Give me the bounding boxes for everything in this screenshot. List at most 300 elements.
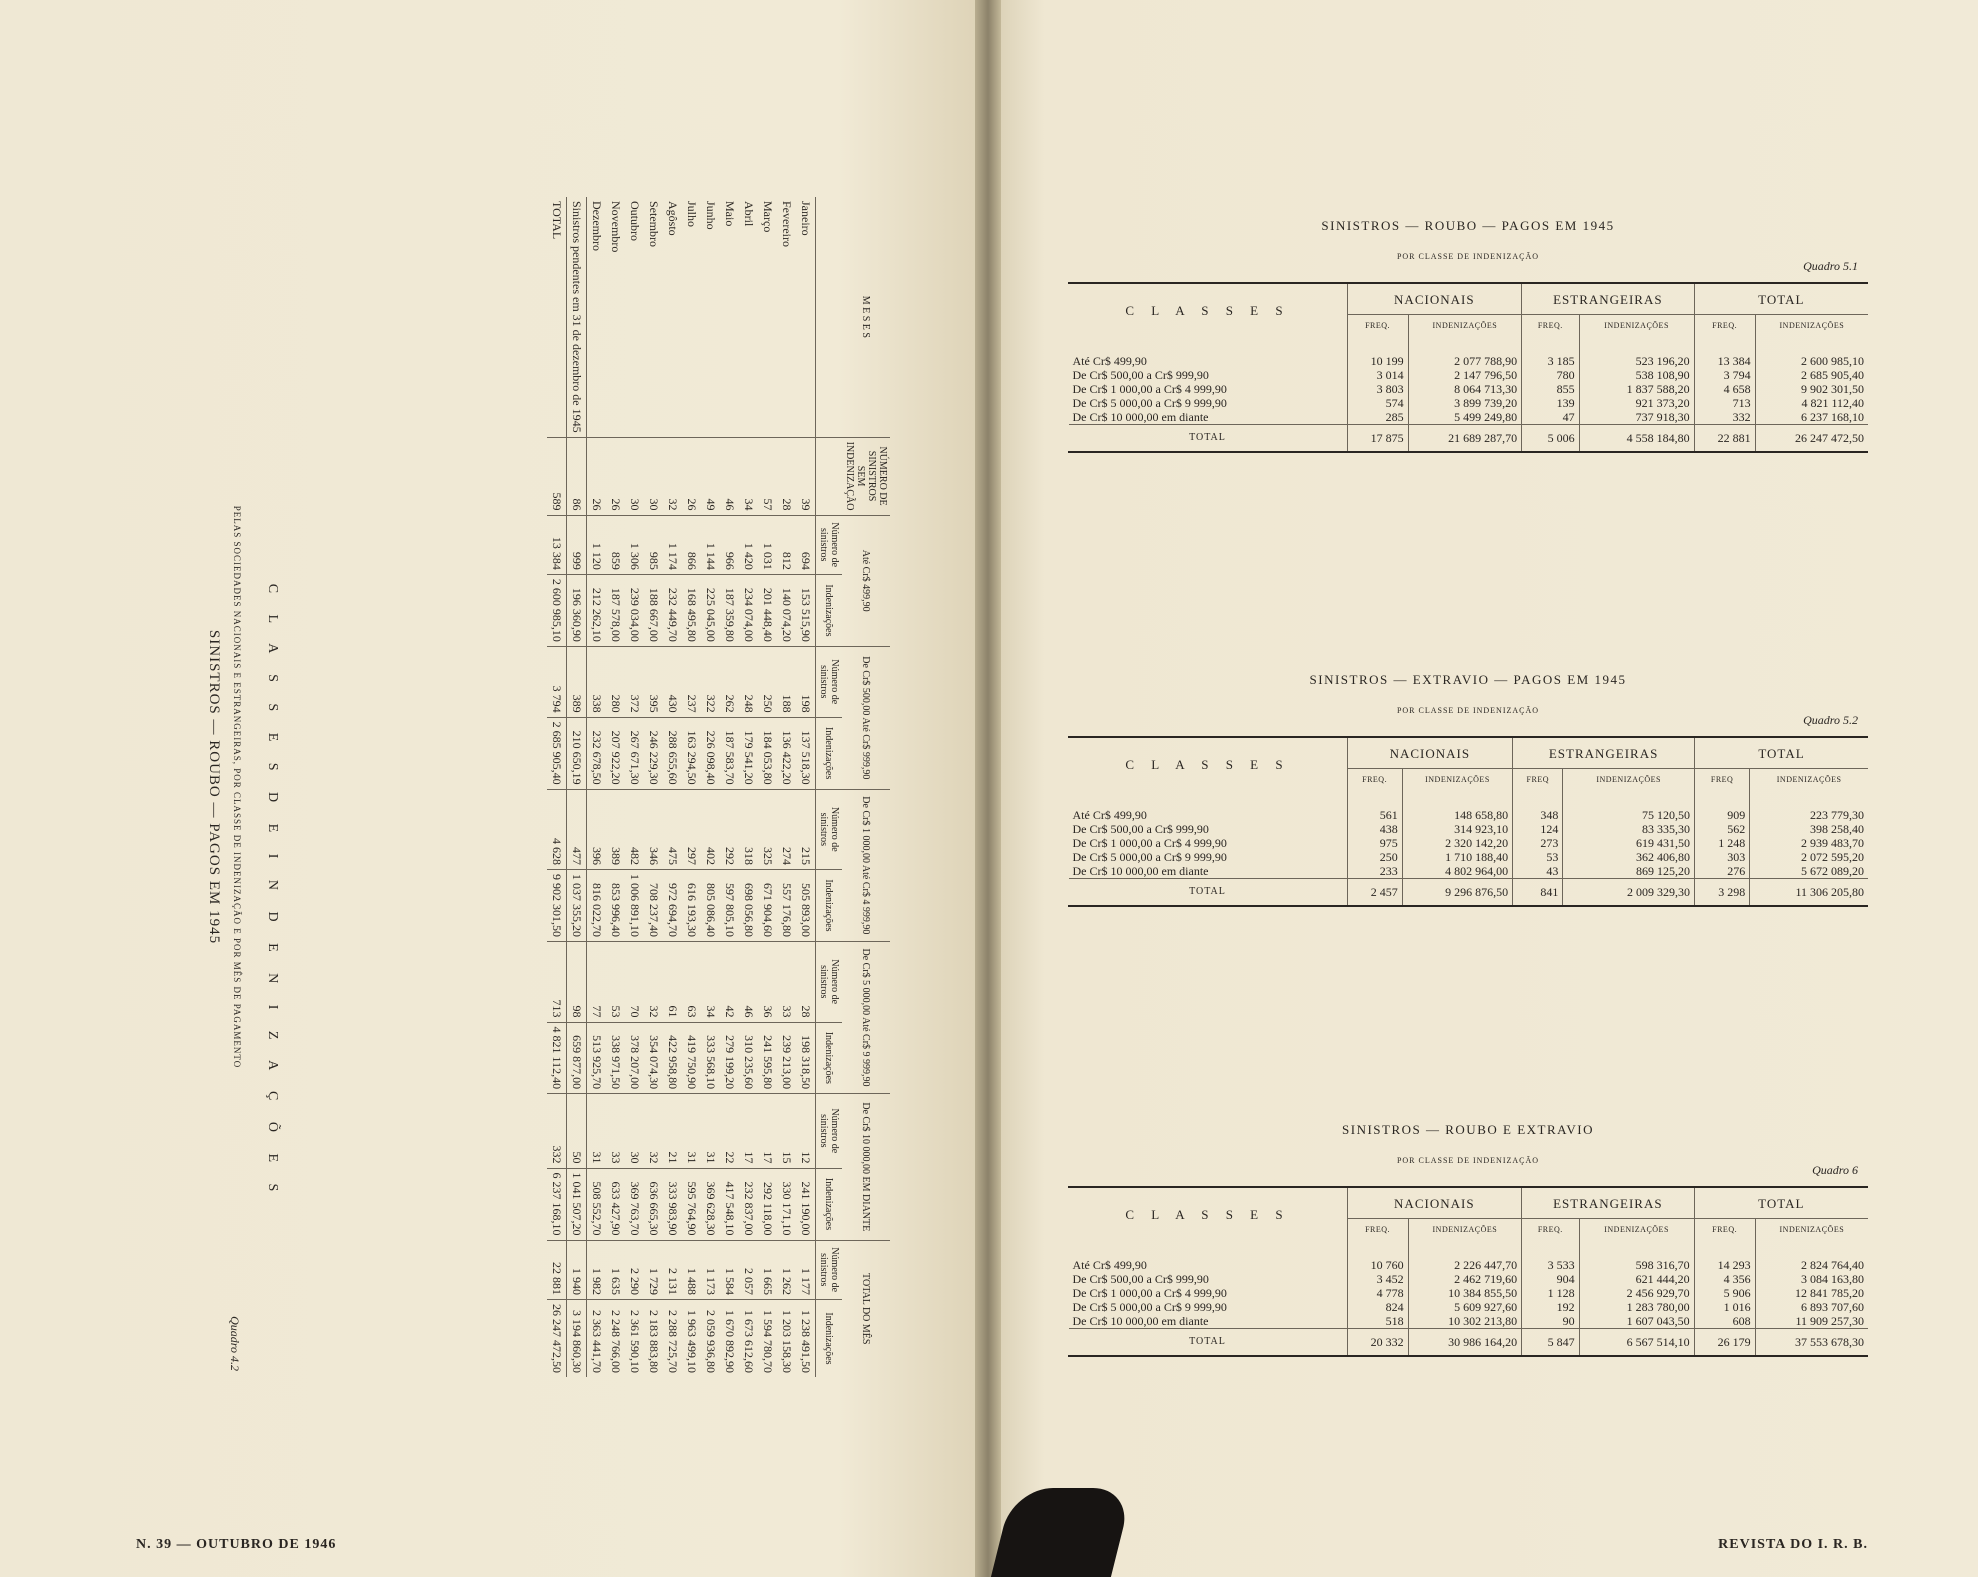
- table-cell: 140 074,20: [777, 574, 796, 646]
- table-cell: 2 290: [625, 1240, 644, 1299]
- table-cell: 398 258,40: [1750, 822, 1868, 836]
- table-cell: 338 971,50: [606, 1022, 625, 1094]
- sem-indenizacao-cell: 28: [777, 437, 796, 515]
- table-cell: 248: [739, 646, 758, 717]
- table-cell: 3 194 860,30: [567, 1299, 587, 1377]
- sub-indenizacoes: Indenizações: [816, 1168, 843, 1240]
- table-cell: 2 131: [663, 1240, 682, 1299]
- classes-header: C L A S S E S: [1125, 757, 1290, 772]
- table-cell: 33: [777, 941, 796, 1022]
- table-cell: 226 098,40: [701, 717, 720, 789]
- table-cell: 2 361 590,10: [625, 1299, 644, 1377]
- table-cell: 36: [758, 941, 777, 1022]
- classes-header: C L A S S E S: [1125, 1207, 1290, 1222]
- sem-indenizacao-cell: 32: [663, 437, 682, 515]
- table-cell: 780: [1522, 368, 1579, 382]
- table-cell: 10 760: [1347, 1240, 1408, 1272]
- group-10000-diante: De Cr$ 10 000,00 EM DIANTE: [842, 1094, 890, 1240]
- table-cell: 3 803: [1347, 382, 1408, 396]
- table-cell: 139: [1522, 396, 1579, 410]
- table-cell: 77: [587, 941, 607, 1022]
- table-cell: 2 226 447,70: [1408, 1240, 1522, 1272]
- table-cell: 322: [701, 646, 720, 717]
- table-cell: 26 247 472,50: [547, 1299, 567, 1377]
- table-row: [739, 197, 758, 1377]
- col-meses: M E S E S: [860, 295, 872, 338]
- table-cell: 201 448,40: [758, 574, 777, 646]
- table-cell: 505 893,00: [796, 869, 816, 941]
- table-row: [758, 197, 777, 1377]
- sub-header: FREQ.: [1347, 315, 1408, 337]
- table-cell: 972 694,70: [663, 869, 682, 941]
- table-cell: 232 837,00: [739, 1168, 758, 1240]
- month-label: Sinistros pendentes em 31 de dezembro de 1945: [567, 197, 587, 437]
- table-cell: 595 764,90: [682, 1168, 701, 1240]
- classes-header: C L A S S E S: [1125, 303, 1290, 318]
- footer-issue: N. 39 — OUTUBRO DE 1946: [136, 1537, 337, 1552]
- sem-indenizacao-cell: 26: [682, 437, 701, 515]
- left-quadro-label: Quadro 4.2: [228, 1316, 242, 1371]
- table-cell: 1 031: [758, 515, 777, 574]
- table-cell: 9 902 301,50: [1755, 382, 1868, 396]
- table-cell: 210 650,19: [567, 717, 587, 789]
- table-cell: 1 120: [587, 515, 607, 574]
- group-header: TOTAL: [1694, 1188, 1868, 1219]
- table-cell: 354 074,30: [644, 1022, 663, 1094]
- left-classes-heading: C L A S S E S D E I N D E N I Z A Ç Õ E S: [265, 583, 280, 1201]
- table-cell: 33: [606, 1094, 625, 1168]
- table-cell: 921 373,20: [1579, 396, 1694, 410]
- table-cell: 13 384: [1694, 336, 1755, 368]
- sub-numero-sinistros: Número de sinistros: [816, 646, 843, 717]
- table-cell: 369 763,70: [625, 1168, 644, 1240]
- total-cell: 37 553 678,30: [1755, 1329, 1868, 1357]
- table-cell: 198: [796, 646, 816, 717]
- group-header: TOTAL: [1694, 284, 1868, 315]
- table-subtitle: POR CLASSE DE INDENIZAÇÃO: [1396, 1156, 1540, 1165]
- table-cell: 5 672 089,20: [1750, 864, 1868, 879]
- sub-header: INDENIZAÇÕES: [1408, 315, 1522, 337]
- table-cell: 518: [1347, 1314, 1408, 1329]
- total-label: TOTAL: [1069, 879, 1348, 907]
- table-cell: 346: [644, 789, 663, 869]
- sub-header: FREQ: [1513, 769, 1563, 791]
- table-cell: 310 235,60: [739, 1022, 758, 1094]
- total-cell: 4 558 184,80: [1579, 425, 1694, 453]
- table-cell: 187 578,00: [606, 574, 625, 646]
- class-label: De Cr$ 500,00 a Cr$ 999,90: [1072, 822, 1209, 836]
- table-cell: 1 041 507,20: [567, 1168, 587, 1240]
- sub-header: INDENIZAÇÕES: [1579, 315, 1694, 337]
- table-cell: 3 014: [1347, 368, 1408, 382]
- table-cell: 168 495,80: [682, 574, 701, 646]
- table-cell: 422 958,80: [663, 1022, 682, 1094]
- table-cell: 338: [587, 646, 607, 717]
- table-cell: 737 918,30: [1579, 410, 1694, 425]
- table-subtitle: POR CLASSE DE INDENIZAÇÃO: [1396, 706, 1540, 715]
- table-row: [1069, 396, 1869, 410]
- table-row: [663, 197, 682, 1377]
- table-cell: 212 262,10: [587, 574, 607, 646]
- table-cell: 318: [739, 789, 758, 869]
- table-row: [720, 197, 739, 1377]
- sem-indenizacao-cell: 39: [796, 437, 816, 515]
- table-cell: 966: [720, 515, 739, 574]
- table-cell: 1 584: [720, 1240, 739, 1299]
- total-row: [1069, 1329, 1869, 1357]
- table-row: [567, 197, 587, 1377]
- table-cell: 866: [682, 515, 701, 574]
- group-ate-499: Até Cr$ 499,90: [842, 515, 890, 646]
- table-cell: 3 533: [1522, 1240, 1579, 1272]
- month-label: Julho: [685, 201, 699, 228]
- sem-indenizacao-cell: 26: [606, 437, 625, 515]
- sub-header: FREQ.: [1522, 315, 1579, 337]
- table-cell: 22 881: [547, 1240, 567, 1299]
- table-cell: 136 422,20: [777, 717, 796, 789]
- total-cell: 3 298: [1695, 879, 1750, 907]
- sub-header: INDENIZAÇÕES: [1402, 769, 1512, 791]
- table-cell: 1 729: [644, 1240, 663, 1299]
- table-cell: 5 499 249,80: [1408, 410, 1522, 425]
- table-cell: 4 821 112,40: [1755, 396, 1868, 410]
- table-cell: 279 199,20: [720, 1022, 739, 1094]
- table-cell: 196 360,90: [567, 574, 587, 646]
- table-row: [1069, 836, 1869, 850]
- table-cell: 369 628,30: [701, 1168, 720, 1240]
- table-cell: 904: [1522, 1272, 1579, 1286]
- table-cell: 1 174: [663, 515, 682, 574]
- sub-numero-sinistros: Número de sinistros: [816, 1094, 843, 1168]
- table-cell: 17: [739, 1094, 758, 1168]
- class-label: De Cr$ 500,00 a Cr$ 999,90: [1072, 1272, 1209, 1286]
- month-label: Outubro: [628, 201, 642, 241]
- table-cell: 1 594 780,70: [758, 1299, 777, 1377]
- table-cell: 75 120,50: [1563, 790, 1695, 822]
- table-row: [644, 197, 663, 1377]
- table-row: [1069, 382, 1869, 396]
- table-cell: 1 710 188,40: [1402, 850, 1512, 864]
- table-cell: 232 449,70: [663, 574, 682, 646]
- table-cell: 241 190,00: [796, 1168, 816, 1240]
- class-label: De Cr$ 5 000,00 a Cr$ 9 999,90: [1072, 850, 1227, 864]
- total-cell: 30 986 164,20: [1408, 1329, 1522, 1357]
- table-cell: 4 778: [1347, 1286, 1408, 1300]
- table-cell: 508 552,70: [587, 1168, 607, 1240]
- table-cell: 3 794: [547, 646, 567, 717]
- table-cell: 31: [682, 1094, 701, 1168]
- table-row: [1069, 1240, 1869, 1272]
- month-label: Fevereiro: [780, 201, 794, 247]
- month-label: Junho: [704, 201, 718, 230]
- table-row: [547, 197, 567, 1377]
- table-cell: 2 600 985,10: [1755, 336, 1868, 368]
- table-cell: 869 125,20: [1563, 864, 1695, 879]
- table-cell: 1 420: [739, 515, 758, 574]
- table-row: [1069, 1286, 1869, 1300]
- class-label: De Cr$ 5 000,00 a Cr$ 9 999,90: [1072, 396, 1227, 410]
- table-cell: 616 193,30: [682, 869, 701, 941]
- table-cell: 389: [606, 789, 625, 869]
- quadro-label: Quadro 5.1: [1803, 259, 1858, 273]
- table-cell: 11 909 257,30: [1755, 1314, 1868, 1329]
- table-cell: 83 335,30: [1563, 822, 1695, 836]
- table-row: [701, 197, 720, 1377]
- table-cell: 187 583,70: [720, 717, 739, 789]
- table-cell: 1 940: [567, 1240, 587, 1299]
- table-cell: 1 607 043,50: [1579, 1314, 1694, 1329]
- table-cell: 1 673 612,60: [739, 1299, 758, 1377]
- table-cell: 2 059 936,80: [701, 1299, 720, 1377]
- sem-indenizacao-cell: 57: [758, 437, 777, 515]
- table-cell: 859: [606, 515, 625, 574]
- sem-indenizacao-cell: 86: [567, 437, 587, 515]
- total-cell: 9 296 876,50: [1402, 879, 1512, 907]
- sub-indenizacoes: Indenizações: [816, 869, 843, 941]
- table-cell: 538 108,90: [1579, 368, 1694, 382]
- table-cell: 330 171,10: [777, 1168, 796, 1240]
- table-cell: 184 053,80: [758, 717, 777, 789]
- table-cell: 6 893 707,60: [1755, 1300, 1868, 1314]
- table-cell: 1 248: [1695, 836, 1750, 850]
- table-cell: 2 057: [739, 1240, 758, 1299]
- table-cell: 179 541,20: [739, 717, 758, 789]
- table-cell: 1 665: [758, 1240, 777, 1299]
- table-cell: 234 074,00: [739, 574, 758, 646]
- table-cell: 395: [644, 646, 663, 717]
- table-row: [1069, 368, 1869, 382]
- table-cell: 636 665,30: [644, 1168, 663, 1240]
- total-cell: 22 881: [1694, 425, 1755, 453]
- table-cell: 812: [777, 515, 796, 574]
- table-cell: 1 006 891,10: [625, 869, 644, 941]
- table-cell: 333 568,10: [701, 1022, 720, 1094]
- total-cell: 5 847: [1522, 1329, 1579, 1357]
- table-cell: 4 628: [547, 789, 567, 869]
- sub-header: FREQ.: [1694, 1219, 1755, 1241]
- table-cell: 430: [663, 646, 682, 717]
- table-cell: 402: [701, 789, 720, 869]
- total-cell: 21 689 287,70: [1408, 425, 1522, 453]
- table-cell: 241 595,80: [758, 1022, 777, 1094]
- total-cell: 17 875: [1347, 425, 1408, 453]
- total-cell: 2 457: [1347, 879, 1402, 907]
- table-row: [1069, 850, 1869, 864]
- month-label: Agôsto: [666, 201, 680, 236]
- month-label: Março: [761, 201, 775, 233]
- table-cell: 273: [1513, 836, 1563, 850]
- left-table-subtitle: PELAS SOCIEDADES NACIONAIS E ESTRANGEIRAS, POR CLASSE DE INDENIZAÇÃO E POR MÊS DE PAGAMENTO: [232, 505, 242, 1069]
- table-cell: 597 805,10: [720, 869, 739, 941]
- table-cell: 419 750,90: [682, 1022, 701, 1094]
- table-cell: 15: [777, 1094, 796, 1168]
- table-cell: 482: [625, 789, 644, 869]
- table-cell: 619 431,50: [1563, 836, 1695, 850]
- table-cell: 608: [1694, 1314, 1755, 1329]
- table-cell: 362 406,80: [1563, 850, 1695, 864]
- total-row: [1069, 879, 1869, 907]
- sub-indenizacoes: Indenizações: [816, 574, 843, 646]
- sub-header: INDENIZAÇÕES: [1579, 1219, 1694, 1241]
- table-cell: 31: [587, 1094, 607, 1168]
- table-cell: 262: [720, 646, 739, 717]
- table-cell: 292 118,00: [758, 1168, 777, 1240]
- table-cell: 475: [663, 789, 682, 869]
- table-row: [1069, 1300, 1869, 1314]
- table-cell: 22: [720, 1094, 739, 1168]
- table-cell: 233: [1347, 864, 1402, 879]
- quadro-4-2: [200, 197, 890, 1377]
- group-header: NACIONAIS: [1347, 284, 1522, 315]
- table-cell: 215: [796, 789, 816, 869]
- table-cell: 153 515,90: [796, 574, 816, 646]
- table-cell: 14 293: [1694, 1240, 1755, 1272]
- month-label: Abril: [742, 201, 756, 227]
- table-cell: 192: [1522, 1300, 1579, 1314]
- quadro-5-2: [1068, 672, 1868, 907]
- table-cell: 148 658,80: [1402, 790, 1512, 822]
- table-cell: 2 077 788,90: [1408, 336, 1522, 368]
- total-cell: 20 332: [1347, 1329, 1408, 1357]
- table-cell: 163 294,50: [682, 717, 701, 789]
- sub-header: FREQ.: [1347, 769, 1402, 791]
- quadro-5-1: [1068, 218, 1868, 453]
- sub-header: FREQ.: [1694, 315, 1755, 337]
- class-label: De Cr$ 10 000,00 em diante: [1072, 1314, 1209, 1328]
- table-cell: 1 262: [777, 1240, 796, 1299]
- table-cell: 325: [758, 789, 777, 869]
- group-total-mes: TOTAL DO MÊS: [842, 1240, 890, 1377]
- table-cell: 824: [1347, 1300, 1408, 1314]
- table-cell: 909: [1695, 790, 1750, 822]
- table-cell: 816 022,70: [587, 869, 607, 941]
- table-cell: 378 207,00: [625, 1022, 644, 1094]
- total-cell: 2 009 329,30: [1563, 879, 1695, 907]
- quadro-label: Quadro 5.2: [1803, 713, 1858, 727]
- table-cell: 28: [796, 941, 816, 1022]
- table-cell: 239 034,00: [625, 574, 644, 646]
- table-cell: 438: [1347, 822, 1402, 836]
- table-cell: 1 203 158,30: [777, 1299, 796, 1377]
- table-cell: 3 452: [1347, 1272, 1408, 1286]
- table-cell: 285: [1347, 410, 1408, 425]
- table-cell: 6 237 168,10: [1755, 410, 1868, 425]
- sub-indenizacoes: Indenizações: [816, 717, 843, 789]
- table-cell: 237: [682, 646, 701, 717]
- table-cell: 63: [682, 941, 701, 1022]
- group-500-999: De Cr$ 500,00 Até Cr$ 999,90: [842, 646, 890, 789]
- table-row: [1069, 1314, 1869, 1329]
- table-cell: 557 176,80: [777, 869, 796, 941]
- sub-numero-sinistros: Número de sinistros: [816, 1240, 843, 1299]
- table-row: [1069, 790, 1869, 822]
- left-data-table: [547, 197, 890, 1377]
- quadro-6: [1068, 1122, 1868, 1357]
- sem-indenizacao-cell: 49: [701, 437, 720, 515]
- class-label: De Cr$ 5 000,00 a Cr$ 9 999,90: [1072, 1300, 1227, 1314]
- table-cell: 30: [625, 1094, 644, 1168]
- table-cell: 1 982: [587, 1240, 607, 1299]
- sem-indenizacao-cell: 26: [587, 437, 607, 515]
- classes-table: [1068, 282, 1868, 453]
- table-cell: 292: [720, 789, 739, 869]
- table-cell: 477: [567, 789, 587, 869]
- table-cell: 348: [1513, 790, 1563, 822]
- table-cell: 43: [1513, 864, 1563, 879]
- table-cell: 250: [758, 646, 777, 717]
- group-header: TOTAL: [1695, 738, 1869, 769]
- table-cell: 332: [1694, 410, 1755, 425]
- table-cell: 46: [739, 941, 758, 1022]
- table-cell: 12: [796, 1094, 816, 1168]
- table-cell: 333 983,90: [663, 1168, 682, 1240]
- classes-table: [1068, 1186, 1868, 1357]
- table-cell: 562: [1695, 822, 1750, 836]
- table-cell: 332: [547, 1094, 567, 1168]
- month-label: Janeiro: [796, 197, 816, 437]
- table-cell: 124: [1513, 822, 1563, 836]
- sem-indenizacao-cell: 30: [644, 437, 663, 515]
- table-cell: 250: [1347, 850, 1402, 864]
- table-row: [1069, 864, 1869, 879]
- table-cell: 246 229,30: [644, 717, 663, 789]
- table-cell: 17: [758, 1094, 777, 1168]
- table-row: [606, 197, 625, 1377]
- table-cell: 53: [1513, 850, 1563, 864]
- class-label: De Cr$ 500,00 a Cr$ 999,90: [1072, 368, 1209, 382]
- sem-indenizacao-cell: 30: [625, 437, 644, 515]
- table-cell: 1 306: [625, 515, 644, 574]
- table-cell: 2 456 929,70: [1579, 1286, 1694, 1300]
- table-cell: 1 283 780,00: [1579, 1300, 1694, 1314]
- class-label: De Cr$ 1 000,00 a Cr$ 4 999,90: [1072, 836, 1227, 850]
- table-cell: 713: [1694, 396, 1755, 410]
- table-cell: 50: [567, 1094, 587, 1168]
- table-cell: 396: [587, 789, 607, 869]
- table-cell: 1 670 892,90: [720, 1299, 739, 1377]
- table-cell: 1 016: [1694, 1300, 1755, 1314]
- footer-journal: REVISTA DO I. R. B.: [1718, 1537, 1868, 1552]
- sub-indenizacoes: Indenizações: [816, 1022, 843, 1094]
- table-row: [777, 197, 796, 1377]
- total-cell: 26 247 472,50: [1755, 425, 1868, 453]
- table-cell: 3 794: [1694, 368, 1755, 382]
- class-label: Até Cr$ 499,90: [1072, 1258, 1147, 1272]
- table-cell: 1 837 588,20: [1579, 382, 1694, 396]
- table-cell: 853 996,40: [606, 869, 625, 941]
- sub-header: FREQ: [1695, 769, 1750, 791]
- sub-header: INDENIZAÇÕES: [1750, 769, 1868, 791]
- table-cell: 4 658: [1694, 382, 1755, 396]
- table-cell: 198 318,50: [796, 1022, 816, 1094]
- table-cell: 42: [720, 941, 739, 1022]
- table-cell: 207 922,20: [606, 717, 625, 789]
- table-cell: 137 518,30: [796, 717, 816, 789]
- table-cell: 574: [1347, 396, 1408, 410]
- table-cell: 34: [701, 941, 720, 1022]
- table-cell: 314 923,10: [1402, 822, 1512, 836]
- group-1000-4999: De Cr$ 1 000,00 Até Cr$ 4 999,90: [842, 789, 890, 941]
- table-cell: 187 359,80: [720, 574, 739, 646]
- table-row: [796, 197, 816, 1377]
- table-cell: 3 899 739,20: [1408, 396, 1522, 410]
- total-label: TOTAL: [1069, 1329, 1348, 1357]
- table-cell: 2 248 766,00: [606, 1299, 625, 1377]
- sub-numero-sinistros: Número de sinistros: [816, 941, 843, 1022]
- class-label: De Cr$ 1 000,00 a Cr$ 4 999,90: [1072, 1286, 1227, 1300]
- table-cell: 225 045,00: [701, 574, 720, 646]
- table-cell: 10 199: [1347, 336, 1408, 368]
